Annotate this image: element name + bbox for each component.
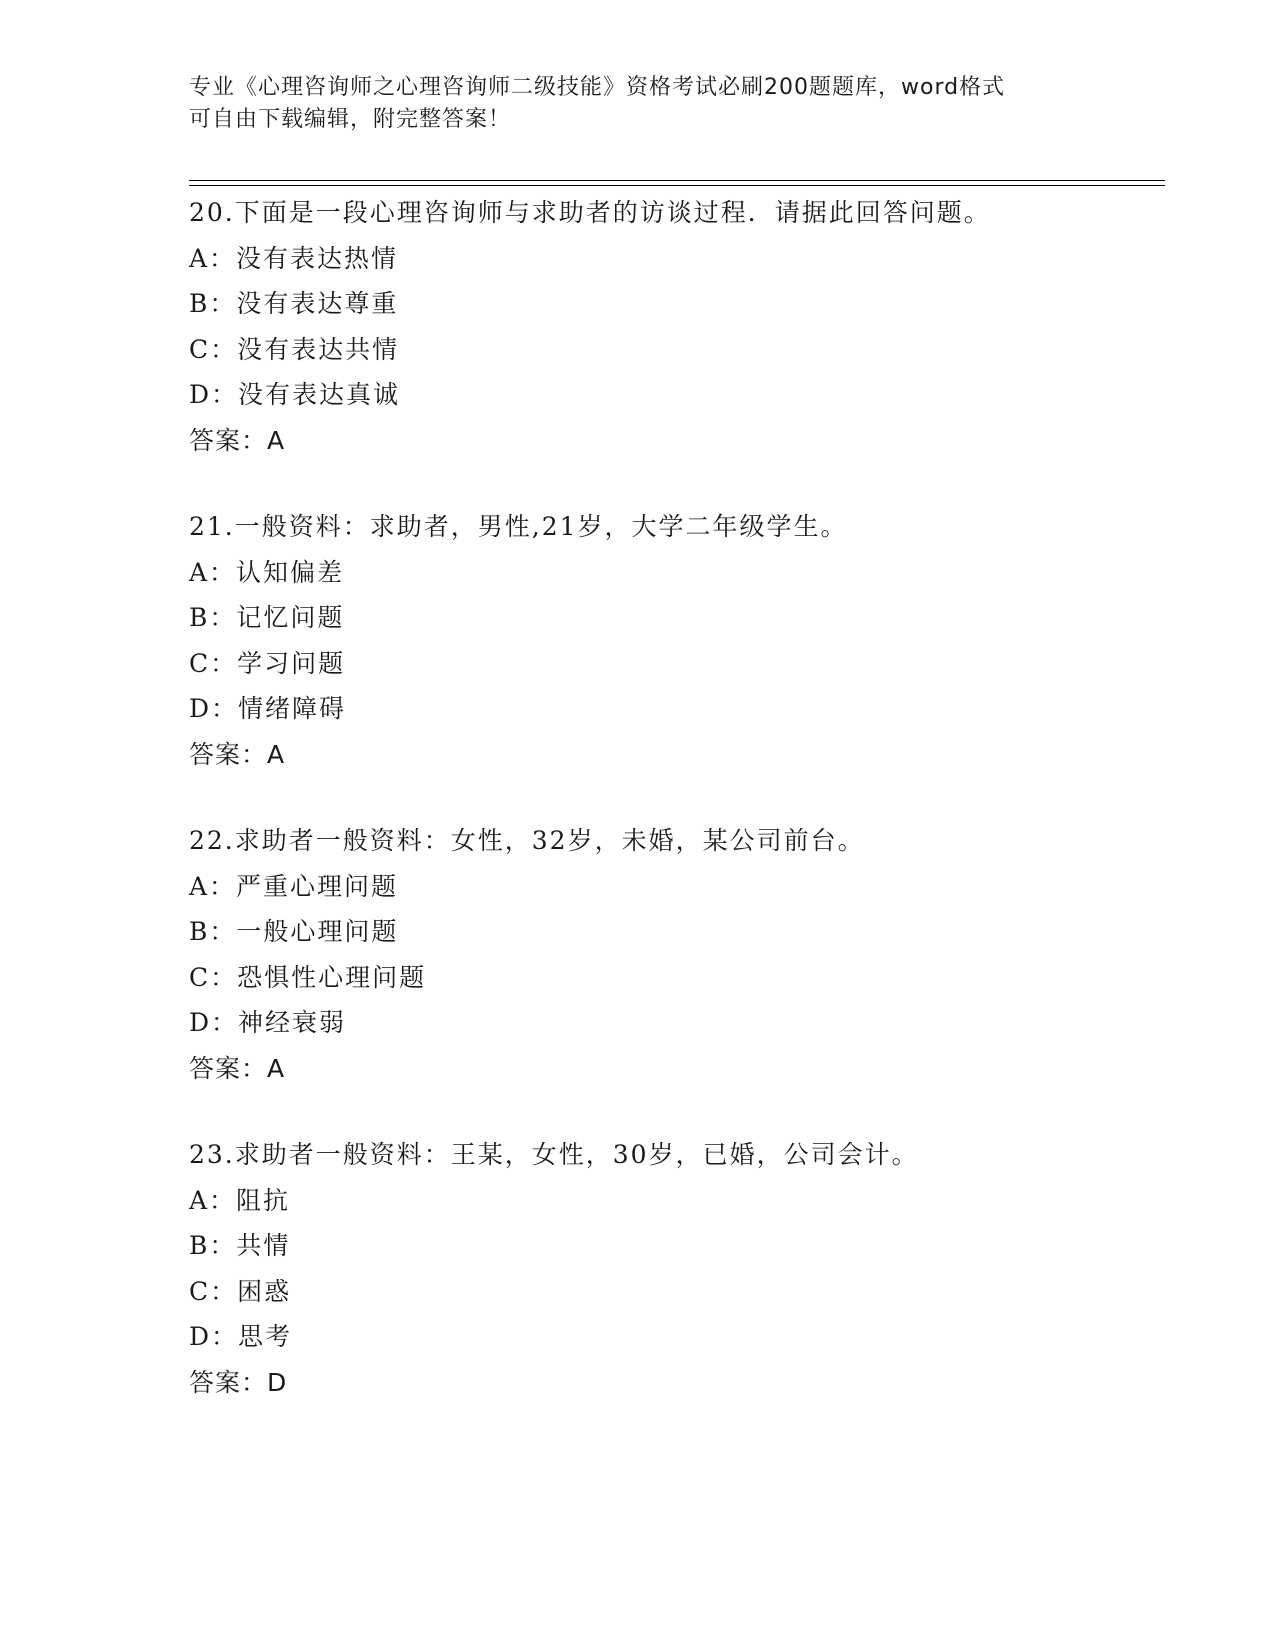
header-line-2: 可自由下载编辑，附完整答案！ bbox=[189, 107, 512, 132]
option-d: D：没有表达真诚 bbox=[189, 380, 401, 409]
option-c: C：恐惧性心理问题 bbox=[189, 962, 427, 992]
question-stem: 21.一般资料：求助者，男性,21岁，大学二年级学生。 bbox=[189, 512, 848, 541]
answer-line: 答案：A bbox=[189, 425, 286, 455]
question-list bbox=[189, 190, 1169, 1446]
answer-line: 答案：D bbox=[189, 1367, 288, 1397]
option-b: B：记忆问题 bbox=[189, 603, 345, 632]
option-a: A：阻抗 bbox=[189, 1185, 291, 1215]
option-a: A：认知偏差 bbox=[189, 557, 345, 587]
option-c: C：学习问题 bbox=[189, 648, 346, 678]
option-a: A：没有表达热情 bbox=[189, 243, 399, 273]
answer-line: 答案：A bbox=[189, 739, 286, 769]
option-b: B：共情 bbox=[189, 1231, 291, 1260]
option-b: B：一般心理问题 bbox=[189, 917, 399, 946]
option-b: B：没有表达尊重 bbox=[189, 289, 399, 318]
question-stem: 22.求助者一般资料：女性，32岁，未婚，某公司前台。 bbox=[189, 826, 865, 855]
question-20 bbox=[189, 190, 1169, 463]
answer-line: 答案：A bbox=[189, 1053, 286, 1083]
question-stem: 23.求助者一般资料：王某，女性，30岁，已婚，公司会计。 bbox=[189, 1140, 919, 1169]
option-d: D：思考 bbox=[189, 1322, 293, 1351]
option-c: C：没有表达共情 bbox=[189, 334, 400, 364]
option-d: D：神经衰弱 bbox=[189, 1008, 347, 1037]
question-21 bbox=[189, 504, 1169, 777]
document-header bbox=[189, 72, 1089, 136]
question-23 bbox=[189, 1132, 1169, 1405]
question-stem: 20.下面是一段心理咨询师与求助者的访谈过程．请据此回答问题。 bbox=[189, 198, 991, 227]
option-c: C：困惑 bbox=[189, 1276, 292, 1306]
option-d: D：情绪障碍 bbox=[189, 694, 347, 723]
question-22 bbox=[189, 818, 1169, 1091]
header-line-1: 专业《心理咨询师之心理咨询师二级技能》资格考试必刷200题题库，word格式 bbox=[189, 75, 1006, 100]
header-divider-bottom bbox=[189, 185, 1165, 186]
header-divider-top bbox=[189, 180, 1165, 181]
option-a: A：严重心理问题 bbox=[189, 871, 399, 901]
